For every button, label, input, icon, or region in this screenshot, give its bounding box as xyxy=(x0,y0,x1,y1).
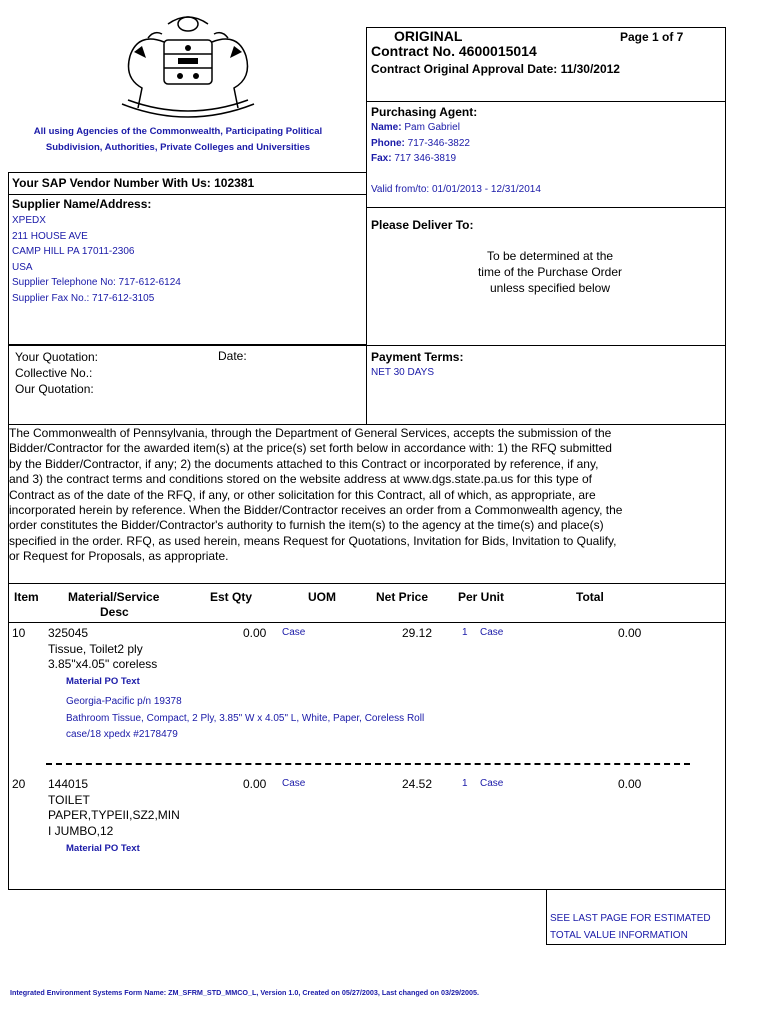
agent-title: Purchasing Agent: xyxy=(371,105,478,119)
po-text-line: case/18 xpedx #2178479 xyxy=(66,729,178,740)
valid-dates: Valid from/to: 01/01/2013 - 12/31/2014 xyxy=(371,184,541,195)
agencies-line-1: All using Agencies of the Commonwealth, Participating Political xyxy=(33,126,323,137)
col-uom: UOM xyxy=(308,590,336,604)
agent-name-label: Name: xyxy=(371,122,402,133)
po-text-line: Georgia-Pacific p/n 19378 xyxy=(66,696,182,707)
our-quotation: Our Quotation: xyxy=(15,382,94,396)
terms-paragraph xyxy=(9,426,725,565)
col-material: Material/Service xyxy=(68,590,160,604)
agencies-text xyxy=(8,124,348,156)
agent-phone-row xyxy=(371,138,470,149)
payment-terms: NET 30 DAYS xyxy=(371,367,434,378)
terms-line: incorporated herein by reference. When the Bidder/Contractor receives an order from a Commonwealth agency, the xyxy=(9,503,623,518)
po-text xyxy=(66,694,424,744)
row-item: 10 xyxy=(12,626,26,640)
supplier-line: CAMP HILL PA 17011-2306 xyxy=(12,246,135,258)
commonwealth-seal xyxy=(108,12,268,120)
supplier-phone: Supplier Telephone No: 717-612-6124 xyxy=(12,277,181,289)
quotation-labels xyxy=(15,349,98,397)
terms-line: and 3) the contract terms and conditions stored on the website address at www.dgs.state.pa.us for this type of xyxy=(9,472,592,487)
col-total: Total xyxy=(576,590,604,604)
row-qty: 0.00 xyxy=(243,777,267,791)
row-item: 20 xyxy=(12,777,26,791)
estimate-note-line: SEE LAST PAGE FOR ESTIMATED xyxy=(550,913,711,924)
row-separator xyxy=(46,763,690,765)
material-desc: PAPER,TYPEII,SZ2,MIN xyxy=(48,808,180,822)
estimate-note-line: TOTAL VALUE INFORMATION xyxy=(550,930,688,941)
material-desc: I JUMBO,12 xyxy=(48,823,114,838)
row-uom: Case xyxy=(282,778,306,789)
row-price: 24.52 xyxy=(402,777,433,791)
material-number: 144015 xyxy=(48,777,89,791)
material-number: 325045 xyxy=(48,626,89,640)
agent-name: Pam Gabriel xyxy=(404,122,460,133)
deliver-line: time of the Purchase Order xyxy=(477,265,623,279)
po-text-line: Bathroom Tissue, Compact, 2 Ply, 3.85" W x 4.05" L, White, Paper, Coreless Roll xyxy=(66,712,425,724)
col-qty: Est Qty xyxy=(210,590,253,604)
po-text-label: Material PO Text xyxy=(66,843,140,854)
supplier-fax: Supplier Fax No.: 717-612-3105 xyxy=(12,292,155,304)
terms-line: or Request for Proposals, as appropriate. xyxy=(9,549,229,564)
approval-date: Contract Original Approval Date: 11/30/2012 xyxy=(371,62,620,76)
material-desc: 3.85"x4.05" coreless xyxy=(48,657,158,671)
row-per-uom: Case xyxy=(480,778,504,789)
material-desc: Tissue, Toilet2 ply xyxy=(48,641,143,656)
terms-line: specified in the order. RFQ, as used herein, means Request for Quotations, Invitation for Bids, Invitation to Qualify, xyxy=(9,533,617,548)
supplier-line: XPEDX xyxy=(12,215,46,226)
supplier-line: 211 HOUSE AVE xyxy=(12,230,88,242)
row-price: 29.12 xyxy=(402,626,433,640)
form-footer: Integrated Environment Systems Form Name: ZM_SFRM_STD_MMCO_L, Version 1.0, Created on 05/27/2003, Last changed on 03/29/2005. xyxy=(10,988,479,997)
agent-phone-label: Phone: xyxy=(371,138,405,149)
row-uom: Case xyxy=(282,627,306,638)
row-per-uom: Case xyxy=(480,627,504,638)
status-label: ORIGINAL xyxy=(394,28,463,44)
sap-vendor-number: Your SAP Vendor Number With Us: 102381 xyxy=(12,176,255,190)
agent-fax-label: Fax: xyxy=(371,153,392,164)
collective-no: Collective No.: xyxy=(15,366,93,380)
row-material xyxy=(48,777,180,839)
page-number: Page 1 of 7 xyxy=(620,30,684,44)
terms-line: order constitutes the Bidder/Contractor's authority to furnish the item(s) to the agency at the time(s) and place(s) xyxy=(9,518,604,533)
agent-phone: 717-346-3822 xyxy=(407,138,470,149)
row-per-qty: 1 xyxy=(462,778,468,789)
supplier-line: USA xyxy=(12,261,33,273)
contract-number: Contract No. 4600015014 xyxy=(371,43,537,59)
quotation-date: Date: xyxy=(218,349,247,363)
deliver-text xyxy=(400,248,700,296)
terms-line: by the Bidder/Contractor, if any; 2) the documents attached to this Contract or incorporated by reference, if any, xyxy=(9,456,599,471)
supplier-address xyxy=(12,213,181,307)
deliver-title: Please Deliver To: xyxy=(371,218,474,232)
deliver-line: unless specified below xyxy=(489,281,611,295)
col-desc: Desc xyxy=(100,605,129,619)
estimate-note xyxy=(550,910,711,944)
payment-title: Payment Terms: xyxy=(371,350,464,364)
supplier-title: Supplier Name/Address: xyxy=(12,197,152,211)
col-price: Net Price xyxy=(376,590,429,604)
row-qty: 0.00 xyxy=(243,626,267,640)
your-quotation: Your Quotation: xyxy=(15,350,98,364)
material-desc: TOILET xyxy=(48,792,90,807)
agent-fax-row xyxy=(371,153,456,164)
col-per-unit: Per Unit xyxy=(458,590,505,604)
terms-line: Contract as of the date of the RFQ, if any, or other solicitation for this Contract, all of which, as appropriate, are xyxy=(9,487,596,502)
agent-name-row xyxy=(371,122,460,133)
row-per-qty: 1 xyxy=(462,627,468,638)
terms-line: The Commonwealth of Pennsylvania, through the Department of General Services, accepts the submission of the xyxy=(9,426,612,440)
deliver-line: To be determined at the xyxy=(486,249,614,263)
terms-line: Bidder/Contractor for the awarded item(s) at the price(s) set forth below in accordance with: 1) the RFQ submitted xyxy=(9,441,612,456)
agencies-line-2: Subdivision, Authorities, Private Colleges and Universities xyxy=(45,142,311,153)
row-total: 0.00 xyxy=(618,626,642,640)
col-item: Item xyxy=(14,590,39,604)
agent-fax: 717 346-3819 xyxy=(394,153,457,164)
row-material xyxy=(48,626,157,673)
row-total: 0.00 xyxy=(618,777,642,791)
po-text-label: Material PO Text xyxy=(66,676,140,687)
